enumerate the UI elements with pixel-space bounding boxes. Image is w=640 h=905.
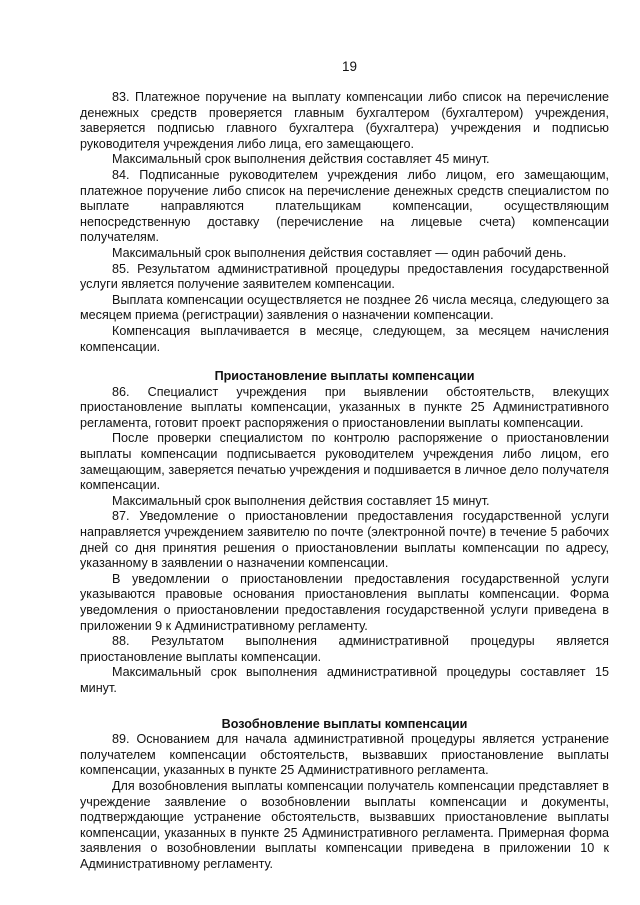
paragraph: Для возобновления выплаты компенсации получатель компенсации представляет в учреждение заявление о возобновлении выплаты компенсации и документы, подтверждающие устранение обстоятельств, вызвавших приостановление выплаты компенсации, указанных в пункте 25 Административного регламента. Примерная форма заявления о возобновлении выплаты компенсации приведена в приложении 10 к Административному регламенту. (80, 778, 609, 871)
paragraph: 86. Специалист учреждения при выявлении обстоятельств, влекущих приостановление выплаты компенсации, указанных в пункте 25 Административного регламента, готовит проект распоряжения о приостановлении выплаты компенсации. (80, 384, 609, 430)
paragraph: 89. Основанием для начала административной процедуры является устранение получателем компенсации обстоятельств, вызвавших приостановление выплаты компенсации, указанных в пункте 25 Административного регламента. (80, 732, 609, 778)
paragraph: В уведомлении о приостановлении предоставления государственной услуги указываются правовые основания приостановления выплаты компенсации. Форма уведомления о приостановлении предоставления государственной услуги приведена в приложении 9 к Административному регламенту. (80, 571, 609, 633)
section-heading-suspension: Приостановление выплаты компенсации (214, 369, 475, 384)
paragraph: 83. Платежное поручение на выплату компенсации либо список на перечисление денежных средств проверяется главным бухгалтером (бухгалтером) учреждения, заверяется подписью главного бухгалтера (бухгалтера) учреждения и подписью руководителя учреждения либо лица, его замещающего. (80, 90, 609, 151)
document-body (80, 90, 609, 873)
paragraph: 88. Результатом выполнения административной процедуры является приостановление выплаты компенсации. (80, 634, 609, 664)
paragraph: После проверки специалистом по контролю распоряжение о приостановлении выплаты компенсации подписывается руководителем учреждения либо лицом, его замещающим, заверяется печатью учреждения и подшивается в личное дело получателя компенсации. (80, 431, 609, 493)
paragraph: Компенсация выплачивается в месяце, следующем, за месяцем начисления компенсации. (80, 323, 609, 354)
paragraph: Максимальный срок выполнения действия составляет 15 минут. (112, 493, 490, 508)
section-heading-resumption: Возобновление выплаты компенсации (221, 716, 468, 731)
paragraph: Максимальный срок выполнения административной процедуры составляет 15 минут. (80, 665, 609, 695)
paragraph: Максимальный срок выполнения действия составляет 45 минут. (112, 152, 490, 167)
paragraph: 85. Результатом административной процедуры предоставления государственной услуги является получение заявителем компенсации. (80, 261, 609, 292)
paragraph: 84. Подписанные руководителем учреждения либо лицом, его замещающим, платежное поручение либо список на перечисление денежных средств специалистом по выплате направляются плательщикам компенсации, осуществляющим непосредственную доставку (перечисление на лицевые счета) компенсации получателям. (80, 167, 609, 245)
paragraph: Максимальный срок выполнения действия составляет — один рабочий день. (112, 245, 567, 260)
page-number: 19 (341, 59, 358, 74)
paragraph: Выплата компенсации осуществляется не позднее 26 числа месяца, следующего за месяцем приема (регистрации) заявления о назначении компенсации. (80, 292, 609, 323)
paragraph: 87. Уведомление о приостановлении предоставления государственной услуги направляется учреждением заявителю по почте (электронной почте) в течение 5 рабочих дней со дня принятия решения о приостановлении выплаты компенсации по адресу, указанному в заявлении о назначении компенсации. (80, 509, 609, 571)
